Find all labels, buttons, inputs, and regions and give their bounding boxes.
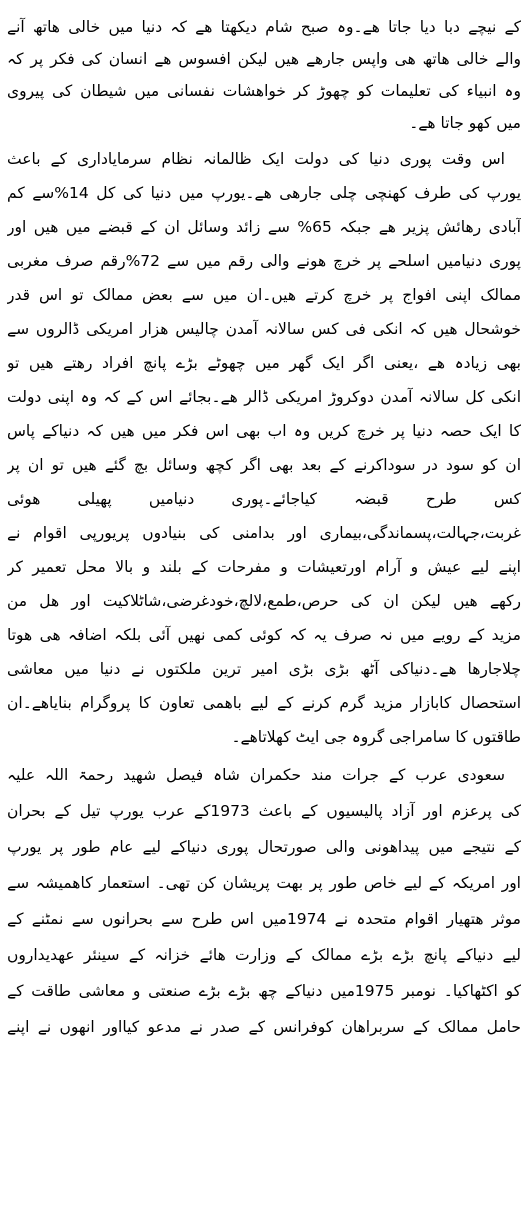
text-line: کے نتیجے میں پیداھونی والی صورتحال پوری دنیاکے لیے عام طور پر یورپ [7, 838, 521, 856]
text-line: یورپ کی طرف کھنچی چلی جارھی ھے۔یورپ میں دنیا کی کل 14%سے کم [7, 184, 521, 202]
text-line: انکی کل سالانہ آمدن دوکروڑ امریکی ڈالر ھے۔بجائے اس کے کہ وہ اپنی دولت [7, 388, 521, 406]
text-line: ان کو سود در سوداکرنے کے بعد بھی اگر کچھ وسائل بچ گئے ھیں تو ان پر [7, 456, 521, 474]
paragraph-first-line: سعودی عرب کے جرات مند حکمران شاہ فیصل شھید رحمۃ اللہ علیہ [7, 766, 505, 784]
text-line: حامل ممالک کے سربراھان کوفرانس کے صدر نے مدعو کیااور انھوں نے اپنے [7, 1018, 521, 1036]
text-line: آبادی رھائش پزیر ھے جبکہ 65% سے زائد وسائل ان کے قبضے میں ھیں اور [7, 218, 521, 236]
text-line: کا ایک حصہ دنیا پر خرچ کریں وہ اب بھی اس فکر میں ھیں کہ دنیاکے پاس [7, 422, 521, 440]
text-line: غربت،جہالت،پسماندگی،بیماری اور بدامنی کی بنیادوں پریورپی اقوام نے [7, 524, 521, 542]
text-line: لیے دنیاکے پانچ بڑے بڑے ممالک کے وزارت ھائے خزانہ کے سینئر عھدیداروں [7, 946, 521, 964]
text-line: طاقتوں کا سامراجی گروہ جی ایٹ کھلاتاھے۔ [231, 728, 521, 746]
text-line: موثر ھتھیار اقوام متحدہ نے 1974میں اس طرح سے بحرانوں سے نمٹنے کے [7, 910, 521, 928]
text-line: چلاجارھا ھے۔دنیاکی آٹھ بڑی بڑی امیر ترین ملکتوں نے دنیا میں معاشی [7, 660, 521, 678]
text-line: استحصال کابازار مزید گرم کرنے کے لیے باھمی تعاون کا پروگرام بنایاھے۔ان [7, 694, 521, 712]
paragraph-first-line: اس وقت پوری دنیا کی دولت ایک ظالمانہ نظام سرمایاداری کے باعث [7, 150, 505, 168]
text-line: اور امریکہ کے لیے خاص طور پر بھت پریشان کن تھی۔ استعمار کاھمیشہ سے [7, 874, 521, 892]
text-line: والے خالی ھاتھ ھی واپس جارھے ھیں لیکن افسوس ھے انسان کی فکر پر کہ [7, 50, 521, 68]
text-line: خوشحال ھیں کہ انکی فی کس سالانہ آمدن چالیس ھزار امریکی ڈالروں سے [7, 320, 521, 338]
text-line: بھی زیادہ ھے ،یعنی اگر ایک گھر میں چھوٹے بڑے پانچ افراد رھتے ھیں تو [7, 354, 521, 372]
text-line: کی پرعزم اور آزاد پالیسیوں کے باعث 1973کے عرب یورپ تیل کے بحران [7, 802, 521, 820]
text-line: اپنے لیے عیش و آرام اورتعیشات و مفرحات کے بلند و بالا محل تعمیر کر [7, 558, 521, 576]
text-line: میں کھو جاتا ھے۔ [409, 114, 521, 132]
text-line: کس طرح قبضہ کیاجائے۔پوری دنیامیں پھیلی ھوئی [7, 490, 521, 508]
text-line: پوری دنیامیں اسلحے پر خرچ ھونے والی رقم میں سے 72%رقم صرف مغربی [7, 252, 521, 270]
text-line: وہ انبیاء کی تعلیمات کو چھوڑ کر خواھشات نفسانی میں شیطان کی پیروی [7, 82, 521, 100]
text-line: مزید کے رویے میں نہ صرف یہ کہ کوئی کمی نھیں آئی بلکہ اضافہ ھی ھوتا [7, 626, 521, 644]
text-line: رکھے ھیں لیکن ان کی حرص،طمع،لالچ،خودغرضی،شاٹلاکیت اور ھل من [7, 592, 521, 610]
text-line: ممالک اپنی افواج پر خرچ کرتے ھیں۔ان میں سے بعض ممالک تو اس قدر [7, 286, 521, 304]
text-line: کے نیچے دبا دیا جاتا ھے۔وہ صبح شام دیکھتا ھے کہ دنیا میں خالی ھاتھ آنے [7, 18, 521, 36]
text-line: کو اکٹھاکیا۔ نومبر 1975میں دنیاکے چھ بڑے بڑے صنعتی و معاشی طاقت کے [7, 982, 521, 1000]
